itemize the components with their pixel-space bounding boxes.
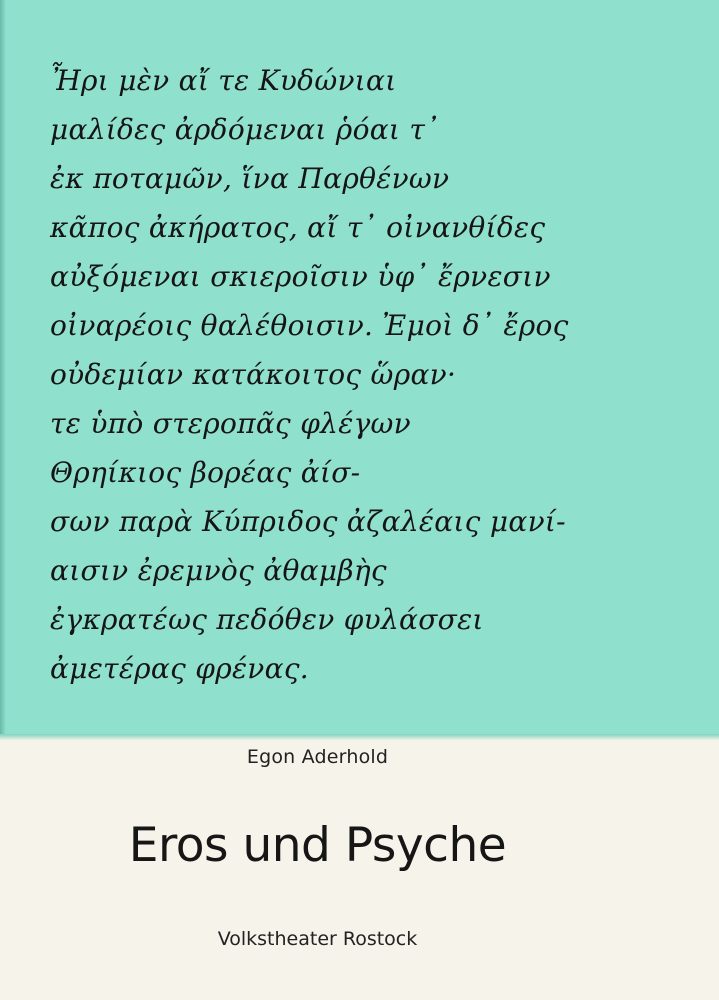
poem-line: κᾶπος ἀκήρατος, αἴ τ᾽ οἰνανθίδες bbox=[50, 211, 546, 244]
poem-line: ἀμετέρας φρένας. bbox=[50, 652, 310, 685]
poem-line: οἰναρέοις θαλέθοισιν. Ἐμοὶ δ᾽ ἔρος bbox=[50, 309, 569, 342]
play-title: Eros und Psyche bbox=[128, 818, 507, 873]
author-line bbox=[0, 746, 719, 768]
author-name: Egon Aderhold bbox=[246, 746, 389, 768]
poem-line: σων παρὰ Κύπριδος ἀζαλέαις μανί- bbox=[50, 505, 566, 538]
greek-poem bbox=[50, 56, 670, 693]
theater-name: Volkstheater Rostock bbox=[217, 928, 418, 950]
poem-line: ἐγκρατέως πεδόθεν φυλάσσει bbox=[50, 603, 484, 636]
poem-line: Θρηίκιος βορέας ἀίσ- bbox=[50, 456, 361, 489]
poem-line: αὐξόμεναι σκιεροῖσιν ὑφ᾽ ἔρνεσιν bbox=[50, 260, 551, 293]
theater-line bbox=[0, 928, 719, 950]
poem-line: αισιν ἐρεμνὸς ἀθαμβὴς bbox=[50, 554, 387, 587]
panel-divider bbox=[0, 734, 719, 740]
poem-line: οὐδεμίαν κατάκοιτος ὥραν· bbox=[50, 358, 457, 391]
poem-line: τε ὑπὸ στεροπᾶς φλέγων bbox=[50, 407, 412, 440]
poem-line: Ἦρι μὲν αἴ τε Κυδώνιαι bbox=[50, 64, 397, 97]
poem-line: ἐκ ποταμῶν, ἵνα Παρθένων bbox=[50, 162, 450, 195]
poem-line: μαλίδες ἀρδόμεναι ῥόαι τ᾽ bbox=[50, 113, 440, 146]
title-block bbox=[0, 818, 719, 873]
